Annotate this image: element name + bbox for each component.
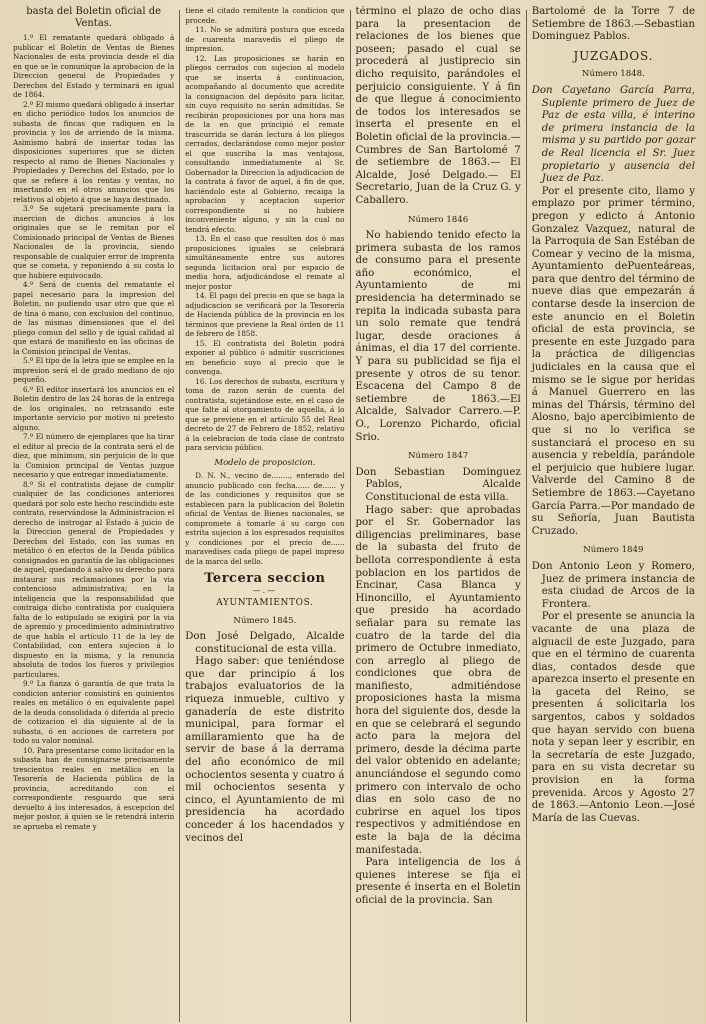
notice-1847-body: Hago saber: que aprobadas por el Sr. Gobernador las diligencias preliminares, base de la subasta del fruto de bellota correspondiente á esta poblacion en los partidos de Encinar, Casa Blanca y Hinoncillo, el Ayuntamiento que presido ha acordado señalar para su remate las cuatro de la tarde del dia primero de Octubre inmediato, con arreglo al pliego de condiciones que obra de manifiesto, admitiéndose proposiciones hasta la misma hora del siguiente dos, desde la en que se celebrará el segundo acto para la mejora del primero, desde la décima parte del valor obtenido en adelante; anunciándose el segundo como primero con intervalo de ocho dias en solo caso de no cubrirse en aquel los tipos respectivos y admitiéndose en este la baja de la décima manifestada.	[355, 504, 521, 856]
notice-1847-head: Don Sebastian Dominguez Pablos, Alcalde Constitucional de esta villa.	[355, 466, 521, 503]
condition-13: 13. En el caso que resulten dos ó mas proposiciones iguales se celebrará simultáneamente entre sus autores segunda licitacion oral por espacio de media hora, adjudicándose el remate al mejor postor	[185, 234, 345, 291]
column-4	[527, 6, 700, 1024]
condition-11: 11. No se admitirá postura que exceda de cuarenta maravedís el pliego de impresion.	[185, 25, 345, 53]
juzgados-title: JUZGADOS.	[573, 48, 654, 63]
condition-6: 6.º El editor insertará los anuncios en el Boletin dentro de las 24 horas de la entrega de los originales, no retrasando este importante servicio por motivo ni pretesto alguno.	[13, 384, 175, 432]
condition-9: 9.º La fianza ó garantía de que trata la condicion anterior consistirá en quinientos reales en metálico ó en equivalente papel de la deuda consolidada ó diferida al precio de cotizacion el dia siguiente al de la subasta, ó en acciones de carretera por todo su valor nominal.	[13, 679, 175, 745]
condition-3: 3.º Se sujetará precisamente para la insercion de dichos anuncios á los originales que se le remitan por el Comisionado principal de Ventas de Bienes Nacionales de la provincia, siendo responsable de cualquier error de imprenta que se cometa, y reponiendo á su costa lo que hubiere equivocado.	[13, 204, 175, 280]
notice-1845-head: Don José Delgado, Alcalde constitucional de esta villa.	[185, 631, 345, 655]
condition-14: 14. El pago del precio en que se haga la adjudicacion se verificará por la Tesorería de Hacienda pública de la provincia en los términos que previene la Real órden de 11 de febrero de 1858.	[185, 291, 345, 338]
notice-1848-head: Don Cayetano García Parra, Suplente primero de Juez de Paz de esta villa, é interino de primera instancia de la misma y su partido por gozar de Real licencia el Sr. Juez propietario y ausencia del Juez de Paz.	[531, 84, 695, 185]
column-container	[8, 6, 700, 1024]
notice-1847-body-2: Para inteligencia de los á quienes interese se fija el presente é inserta en el Boletin oficial de la provincia. San	[355, 857, 521, 906]
notice-number-1845: Número 1845.	[233, 615, 297, 626]
section-dash: —.—	[252, 585, 278, 595]
notice-1845-body: Hago saber: que teniéndose que dar principio á los trabajos evaluatorios de la riqueza inmueble, cultivo y ganadería de este distrito municipal, para formar el amillaramiento que ha de servir de base á la derrama del año económico de mil ochocientos sesenta y cuatro á mil ochocientos sesenta y cinco, el Ayuntamiento de mi presidencia ha acordado conceder á los hacendados y vecinos del	[185, 656, 345, 844]
notice-number-1849: Número 1849	[583, 545, 644, 556]
notice-number-1846: Número 1846	[408, 214, 469, 225]
notice-1849-head: Don Antonio Leon y Romero, Juez de primera instancia de esta ciudad de Arcos de la Frontera.	[531, 560, 695, 610]
condition-4: 4.º Será de cuenta del rematante el papel necesario para la impresion del Boletin, no pudiendo usar otro que que el de tina ó mano, con exclusion del continuo, de las mismas dimensiones que el del pliego comun del sello y de igual calidad al que estará de manifiesto en las oficinas de la Comision principal de Ventas.	[13, 280, 175, 356]
notice-1849-body: Por el presente se anuncia la vacante de una plaza de alguacil de este Juzgado, para que en el término de cuarenta dias, contados desde que aparezca inserto el presente en la gaceta del Reino, se presenten á solicitarla los sargentos, cabos y soldados que hayan servido con buena nota y sepan leer y escribir, en la secretaría de este Juzgado, para en su vista decretar su provision en la forma prevenida. Arcos y Agosto 27 de 1863.—Antonio Leon.—José María de las Cuevas.	[531, 611, 695, 824]
condition-cont: tiene el citado remitente la condicion que procede.	[185, 6, 345, 25]
condition-15: 15. El contratista del Boletin podrá exponer al público ó admitir suscriciones en beneficio suyo al precio que le convenga.	[185, 338, 345, 376]
condition-1: 1.º El rematante quedará obligado á publicar el Boletin de Ventas de Bienes Nacionales de esta provincia desde el dia en que se le comunique la aprobacion de la Direccion general de Propiedades y Derechos del Estado y terminará en igual de 1864.	[13, 33, 175, 99]
section-title: Tercera seccion	[204, 571, 326, 586]
condition-2: 2.º El mismo quedará obligado á insertar en dicho periódico todos los anuncios de subasta de fincas que radiquen en la provincia y los de arriendo de la misma. Asimismo habrá de insertar todas las disposiciones superiores que se dicten respecto al ramo de Bienes Nacionales y Propiedades y Derechos del Estado, por lo que se refiere á los rentas y ventas, no insertando en el otros anuncios que los relativos al objeto á que se haya destinado.	[13, 99, 175, 204]
column-3	[351, 6, 526, 1024]
modelo-title: Modelo de proposicion.	[214, 457, 316, 468]
condition-8: 8.º Si el contratista dejase de cumplir cualquier de las condiciones anteriores quedará por solo este hecho rescindido este contrato, reservándose la Administracion el derecho de instrogar al Estado á juicio de la Direccion general de Propiedades y Derechos del Estado, con las sumas en metálico ó en efectos de la Deuda pública consignados en garantía de las obligaciones de aquel, quedando á salvo su derecho para instaurar sus reclamaciones por la via contencioso administrativa; en la inteligencia que la responsabilidad que contraiga dicho contratista por cualquiera falta de lo estipulado se exigirá por la via de apremio y procedimiento administrativo de que habla el artículo 11 de la ley de Contabilidad, con entera sujecion á lo dispuesto en la misma, y la renuncia absoluta de todos los fueros y privilegios particulares.	[13, 479, 175, 679]
column-2	[180, 6, 349, 1024]
notice-number-1848: Número 1848.	[581, 69, 645, 80]
column-1	[8, 6, 179, 1024]
condition-7: 7.º El número de ejemplares que ha tirar el editor al precio de la contrata será el de diez, que mínimum, sin perjuicio de lo que la Comision principal de Ventas juzgue necesario y que entregar inmediatamente.	[13, 432, 175, 479]
notice-1845-cont: término el plazo de ocho dias para la presentacion de relaciones de los bienes que poseen; pasado el cual se procederá al justiprecio sin dicho requisito, parándoles el perjuicio consiguiente. Y á fin de que llegue á conocimiento de todos los interesados se inserta el presente en el Boletin oficial de la provincia.— Cumbres de San Bartolomé 7 de setiembre de 1863.— El Alcalde, José Delgado.— El Secretario, Juan de la Cruz G. y Caballero.	[355, 6, 521, 206]
condition-16: 16. Los derechos de subasta, escritura y toma de razon serán de cuenta del contratista, sujetándose este, en el caso de que falte al otorgamiento de aquella, á lo que se previene en el artículo 55 del Real decreto de 27 de Febrero de 1852, relativo á la celebracion de toda clase de contrato para servicio público.	[185, 376, 345, 452]
condition-10: 10. Para presentarse como licitador en la subasta han de consignarse precisamente trescientos reales en metálico en la Tesorería de Hacienda pública de la provincia, acreditando con el correspondiente resguardo que será devuelto á los interesados, á escepcion del mejor postor, á quien se le retendrá interin se aprueba el remate y	[13, 745, 175, 831]
notice-1847-cont: Bartolomé de la Torre 7 de Setiembre de 1863.—Sebastian Dominguez Pablos.	[531, 6, 695, 43]
condition-12: 12. Las proposiciones se harán en pliegos cerrados con sujecion al modelo que se inserta á continuacion, acompañando al documento que acredite la consignacion del depósito para licitar, sin cuyo requisito no serán admitidas. Se recibirán proposiciones por una hora mas de la en que principió el remate trascurrida se darán lectura á los pliegos cerrados, declarándose como mejor postor el que suscriba la mas ventajosa, consultando inmediatamente al Sr. Gobernador la Direccion la adjudicacion de la contrata á favor de aquel, á fin de que, haciéndolo este al Gobierno, recaiga la aprobacion y aceptacion superior correspondiente si no hubiere inconveniente alguno, y sin la cual no tendrá efecto.	[185, 53, 345, 234]
ayuntamientos-title: AYUNTAMIENTOS.	[216, 598, 314, 608]
notice-1846-body: No habiendo tenido efecto la primera subasta de los ramos de consumo para el presente año económico, el Ayuntamiento de mi presidencia ha determinado se repita la indicada subasta para un solo remate que tendrá lugar, desde oraciones á ánimas, el dia 17 del corriente. Y para su publicidad se fija el presente y otros de su tenor. Escacena del Campo 8 de setiembre de 1863.—El Alcalde, Salvador Carrero.—P. O., Lorenzo Pichardo, oficial Srio.	[355, 230, 521, 443]
notice-number-1847: Número 1847	[408, 451, 469, 462]
condition-5: 5.º El tipo de la letra que se emplee en la impresion será el de grado mediano de ojo pequeño.	[13, 356, 175, 384]
column-1-header: basta del Boletin oficial de Ventas.	[26, 6, 162, 29]
modelo-text: D. N. N., vecino de........, enterado del anuncio publicado con fecha...... de...... y de las condiciones y requisitos que se establecen para la publicacion del Boletin oficial de Ventas de Bienes nacionales, se compromete á tomarle á su cargo con estrita sujecion á los espresados requisitos y condiciones por el precio de...... maravedises cada pliego de papel impreso de la marca del sello.	[185, 471, 345, 566]
notice-1848-body: Por el presente cito, llamo y emplazo por primer término, pregon y edicto á Antonio Gonzalez Vazquez, natural de la Parroquia de San Estéban de Comear y vecino de la misma, Ayuntamiento dePuenteáreas, para que dentro del término de nueve dias que empezarán á contarse desde la insercion de este anuncio en el Boletin oficial de esta provincia, se presente en este Juzgado para la práctica de diligencias judiciales en la causa que el mismo se le sigue por heridas á Manuel Guerrero en las minas del Thársis, término del Alosno, bajo apercibimiento de que si no lo verifica se sustanciará el proceso en su ausencia y rebeldía, parándole el perjuicio que hubiere lugar. Valverde del Camino 8 de Setiembre de 1863.—Cayetano García Parra.—Por mandado de su Señoría, Juan Bautista Cruzado.	[531, 185, 695, 537]
